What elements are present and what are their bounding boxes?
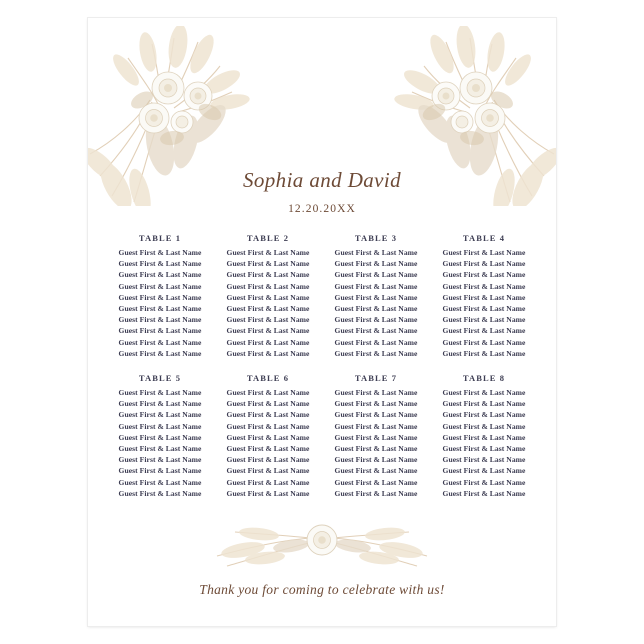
- guest-name: Guest First & Last Name: [226, 466, 310, 476]
- guest-name: Guest First & Last Name: [442, 281, 526, 291]
- guest-name: Guest First & Last Name: [118, 488, 202, 498]
- guest-name: Guest First & Last Name: [334, 455, 418, 465]
- guest-name: Guest First & Last Name: [226, 259, 310, 269]
- guest-name: Guest First & Last Name: [442, 455, 526, 465]
- guest-name: Guest First & Last Name: [118, 270, 202, 280]
- table-block-3: [322, 233, 430, 359]
- guest-name: Guest First & Last Name: [334, 337, 418, 347]
- guest-name: Guest First & Last Name: [226, 477, 310, 487]
- guest-name: Guest First & Last Name: [226, 444, 310, 454]
- guest-name: Guest First & Last Name: [334, 410, 418, 420]
- guest-name: Guest First & Last Name: [334, 466, 418, 476]
- guest-name: Guest First & Last Name: [226, 399, 310, 409]
- guest-name: Guest First & Last Name: [118, 399, 202, 409]
- guest-name: Guest First & Last Name: [442, 488, 526, 498]
- guest-name: Guest First & Last Name: [442, 477, 526, 487]
- guest-name: Guest First & Last Name: [334, 444, 418, 454]
- guest-name: Guest First & Last Name: [334, 348, 418, 358]
- guest-name: Guest First & Last Name: [118, 444, 202, 454]
- guest-name: Guest First & Last Name: [442, 292, 526, 302]
- guest-name: Guest First & Last Name: [226, 488, 310, 498]
- guest-name: Guest First & Last Name: [226, 270, 310, 280]
- guest-name: Guest First & Last Name: [226, 304, 310, 314]
- table-title: TABLE 4: [462, 233, 506, 243]
- table-block-4: [430, 233, 538, 359]
- guest-name: Guest First & Last Name: [334, 421, 418, 431]
- table-block-6: [214, 373, 322, 499]
- guest-name: Guest First & Last Name: [442, 421, 526, 431]
- guest-name: Guest First & Last Name: [442, 259, 526, 269]
- guest-name: Guest First & Last Name: [118, 292, 202, 302]
- guest-name: Guest First & Last Name: [118, 388, 202, 398]
- guest-name: Guest First & Last Name: [226, 326, 310, 336]
- floral-arrangement-bottom-center-icon: [207, 504, 437, 574]
- guest-name: Guest First & Last Name: [118, 477, 202, 487]
- table-block-2: [214, 233, 322, 359]
- table-block-7: [322, 373, 430, 499]
- guest-name: Guest First & Last Name: [334, 477, 418, 487]
- guest-name: Guest First & Last Name: [442, 337, 526, 347]
- table-block-1: [106, 233, 214, 359]
- guest-name: Guest First & Last Name: [334, 304, 418, 314]
- guest-name: Guest First & Last Name: [226, 248, 310, 257]
- guest-name: Guest First & Last Name: [442, 399, 526, 409]
- guest-name: Guest First & Last Name: [442, 248, 526, 257]
- table-title: TABLE 7: [354, 373, 398, 384]
- guest-name: Guest First & Last Name: [442, 432, 526, 442]
- guest-name: Guest First & Last Name: [226, 432, 310, 442]
- guest-name: Guest First & Last Name: [442, 304, 526, 314]
- table-title: TABLE 8: [462, 373, 506, 384]
- guest-name: Guest First & Last Name: [118, 421, 202, 431]
- guest-name: Guest First & Last Name: [118, 432, 202, 442]
- guest-name: Guest First & Last Name: [334, 259, 418, 269]
- thank-you-message: Thank you for coming to celebrate with us!: [199, 582, 445, 597]
- guest-name: Guest First & Last Name: [226, 337, 310, 347]
- guest-name: Guest First & Last Name: [334, 292, 418, 302]
- guest-name: Guest First & Last Name: [442, 444, 526, 454]
- guest-name: Guest First & Last Name: [118, 410, 202, 420]
- couple-names: Sophia and David: [242, 168, 402, 192]
- guest-name: Guest First & Last Name: [334, 281, 418, 291]
- guest-name: Guest First & Last Name: [334, 432, 418, 442]
- guest-name: Guest First & Last Name: [226, 455, 310, 465]
- guest-name: Guest First & Last Name: [118, 304, 202, 314]
- guest-name: Guest First & Last Name: [226, 292, 310, 302]
- guest-name: Guest First & Last Name: [442, 410, 526, 420]
- guest-name: Guest First & Last Name: [118, 259, 202, 269]
- guest-name: Guest First & Last Name: [118, 248, 202, 257]
- guest-name: Guest First & Last Name: [118, 466, 202, 476]
- wedding-date: 12.20.20XX: [288, 203, 356, 215]
- guest-name: Guest First & Last Name: [118, 326, 202, 336]
- guest-name: Guest First & Last Name: [226, 421, 310, 431]
- guest-name: Guest First & Last Name: [442, 270, 526, 280]
- guest-name: Guest First & Last Name: [442, 348, 526, 358]
- guest-name: Guest First & Last Name: [334, 326, 418, 336]
- table-title: TABLE 3: [354, 233, 398, 243]
- guest-name: Guest First & Last Name: [226, 281, 310, 291]
- guest-name: Guest First & Last Name: [334, 388, 418, 398]
- guest-name: Guest First & Last Name: [226, 348, 310, 358]
- guest-name: Guest First & Last Name: [334, 399, 418, 409]
- guest-name: Guest First & Last Name: [118, 348, 202, 358]
- guest-name: Guest First & Last Name: [442, 326, 526, 336]
- table-title: TABLE 1: [138, 233, 182, 243]
- seating-chart-grid: [106, 233, 538, 499]
- guest-name: Guest First & Last Name: [334, 270, 418, 280]
- guest-name: Guest First & Last Name: [442, 466, 526, 476]
- guest-name: Guest First & Last Name: [442, 315, 526, 325]
- guest-name: Guest First & Last Name: [334, 488, 418, 498]
- guest-name: Guest First & Last Name: [226, 410, 310, 420]
- guest-name: Guest First & Last Name: [226, 388, 310, 398]
- guest-name: Guest First & Last Name: [442, 388, 526, 398]
- guest-name: Guest First & Last Name: [118, 337, 202, 347]
- guest-name: Guest First & Last Name: [226, 315, 310, 325]
- seating-chart-poster: [88, 18, 556, 626]
- guest-name: Guest First & Last Name: [118, 315, 202, 325]
- guest-name: Guest First & Last Name: [118, 455, 202, 465]
- table-title: TABLE 5: [138, 373, 182, 384]
- guest-name: Guest First & Last Name: [334, 315, 418, 325]
- guest-name: Guest First & Last Name: [118, 281, 202, 291]
- table-title: TABLE 2: [246, 233, 290, 243]
- table-block-8: [430, 373, 538, 499]
- guest-name: Guest First & Last Name: [334, 248, 418, 257]
- table-title: TABLE 6: [246, 373, 290, 384]
- table-block-5: [106, 373, 214, 499]
